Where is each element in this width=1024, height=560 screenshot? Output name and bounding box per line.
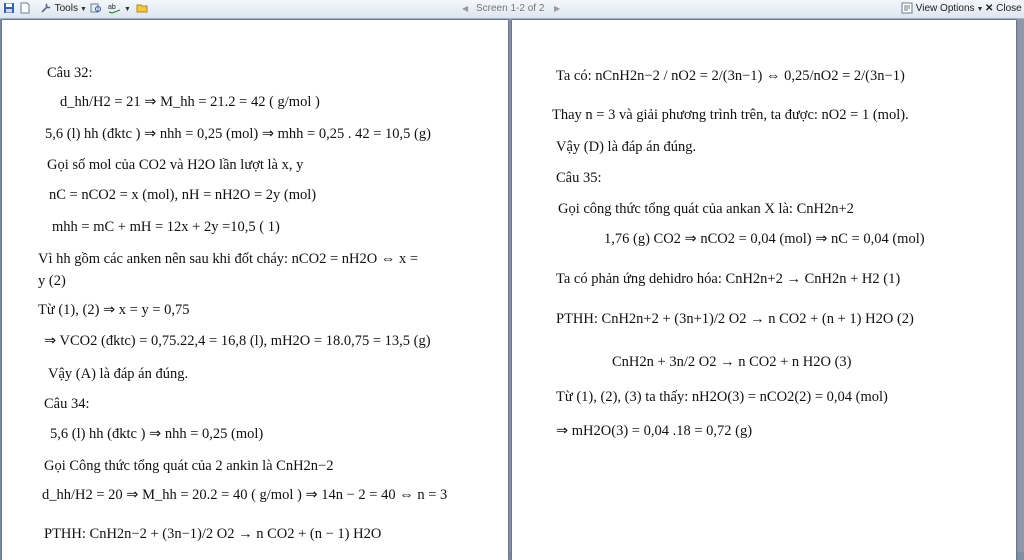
screen-indicator: Screen 1-2 of 2 xyxy=(476,3,545,14)
page-divider xyxy=(509,19,511,552)
text-line: Thay n = 3 và giải phương trình trên, ta được: nO2 = 1 (mol). xyxy=(552,107,909,123)
text-line: 5,6 (l) hh (đktc ) ⇒ nhh = 0,25 (mol) ⇒ mhh = 0,25 . 42 = 10,5 (g) xyxy=(45,126,431,142)
text-line: Ta có phản ứng dehidro hóa: CnH2n+2 → CnH2n + H2 (1) xyxy=(556,271,901,287)
chevron-down-icon: ▼ xyxy=(124,6,131,13)
close-button[interactable] xyxy=(985,2,1022,16)
view-options-menu[interactable] xyxy=(901,2,983,16)
chevron-down-icon: ▼ xyxy=(976,6,984,13)
text-line: Gọi công thức tổng quát của ankan X là: CnH2n+2 xyxy=(558,201,854,217)
answer-line: Vậy (D) là đáp án đúng. xyxy=(556,139,697,155)
question-35-heading: Câu 35: xyxy=(556,170,602,186)
folder-icon[interactable] xyxy=(136,2,148,16)
text-line: Ta có: nCnH2n−2 / nO2 = 2/(3n−1) ⇔ 0,25/nO2 = 2/(3n−1) xyxy=(556,68,905,84)
page-icon[interactable] xyxy=(19,2,31,16)
svg-text:ab: ab xyxy=(108,4,116,12)
tools-label: Tools xyxy=(54,3,78,14)
close-label: Close xyxy=(996,3,1022,14)
close-icon: ✕ xyxy=(985,3,994,14)
right-page xyxy=(512,20,1016,560)
reader-toolbar xyxy=(0,0,1024,19)
text-line: mhh = mC + mH = 12x + 2y =10,5 ( 1) xyxy=(52,219,280,235)
text-line: ⇒ VCO2 (đktc) = 0,75.22,4 = 16,8 (l), mH2O = 18.0,75 = 13,5 (g) xyxy=(44,333,431,349)
previous-screen-icon[interactable]: ◀ xyxy=(462,4,469,13)
save-icon[interactable] xyxy=(3,2,15,16)
text-line: 5,6 (l) hh (đktc ) ⇒ nhh = 0,25 (mol) xyxy=(50,426,264,442)
text-line: d_hh/H2 = 20 ⇒ M_hh = 20.2 = 40 ( g/mol ) ⇒ 14n − 2 = 40 ⇔ n = 3 xyxy=(42,487,448,503)
tools-menu[interactable] xyxy=(40,2,87,16)
text-line: ⇒ mH2O(3) = 0,04 .18 = 0,72 (g) xyxy=(556,423,753,439)
text-line: d_hh/H2 = 21 ⇒ M_hh = 21.2 = 42 ( g/mol ) xyxy=(60,94,320,110)
answer-line: Vậy (A) là đáp án đúng. xyxy=(48,366,189,382)
right-gutter xyxy=(1017,19,1024,552)
text-line: y (2) xyxy=(38,273,66,289)
question-34-heading: Câu 34: xyxy=(44,396,90,412)
chevron-down-icon: ▼ xyxy=(79,6,87,13)
equation-line: PTHH: CnH2n−2 + (3n−1)/2 O2 → n CO2 + (n − 1) H2O xyxy=(44,526,382,542)
research-icon[interactable] xyxy=(90,2,102,16)
text-line: Gọi Công thức tổng quát của 2 ankin là CnH2n−2 xyxy=(44,458,334,474)
text-line: 1,76 (g) CO2 ⇒ nCO2 = 0,04 (mol) ⇒ nC = 0,04 (mol) xyxy=(604,231,925,247)
next-screen-icon[interactable]: ▶ xyxy=(554,4,561,13)
text-line: nC = nCO2 = x (mol), nH = nH2O = 2y (mol) xyxy=(49,187,317,203)
equation-line: PTHH: CnH2n+2 + (3n+1)/2 O2 → n CO2 + (n + 1) H2O (2) xyxy=(556,311,914,327)
question-32-heading: Câu 32: xyxy=(47,65,93,81)
left-page xyxy=(2,20,508,560)
view-options-label: View Options xyxy=(915,3,975,14)
text-line: Từ (1), (2), (3) ta thấy: nH2O(3) = nCO2(2) = 0,04 (mol) xyxy=(556,389,888,405)
text-line: Vì hh gồm các anken nên sau khi đốt cháy: nCO2 = nH2O ⇔ x = xyxy=(38,251,418,267)
equation-line: CnH2n + 3n/2 O2 → n CO2 + n H2O (3) xyxy=(612,354,852,370)
wrench-icon xyxy=(40,2,52,14)
text-line: Gọi số mol của CO2 và H2O lần lượt là x, y xyxy=(47,157,304,173)
view-options-icon xyxy=(901,2,913,14)
spelling-icon[interactable] xyxy=(108,2,131,16)
text-line: Từ (1), (2) ⇒ x = y = 0,75 xyxy=(38,302,190,318)
